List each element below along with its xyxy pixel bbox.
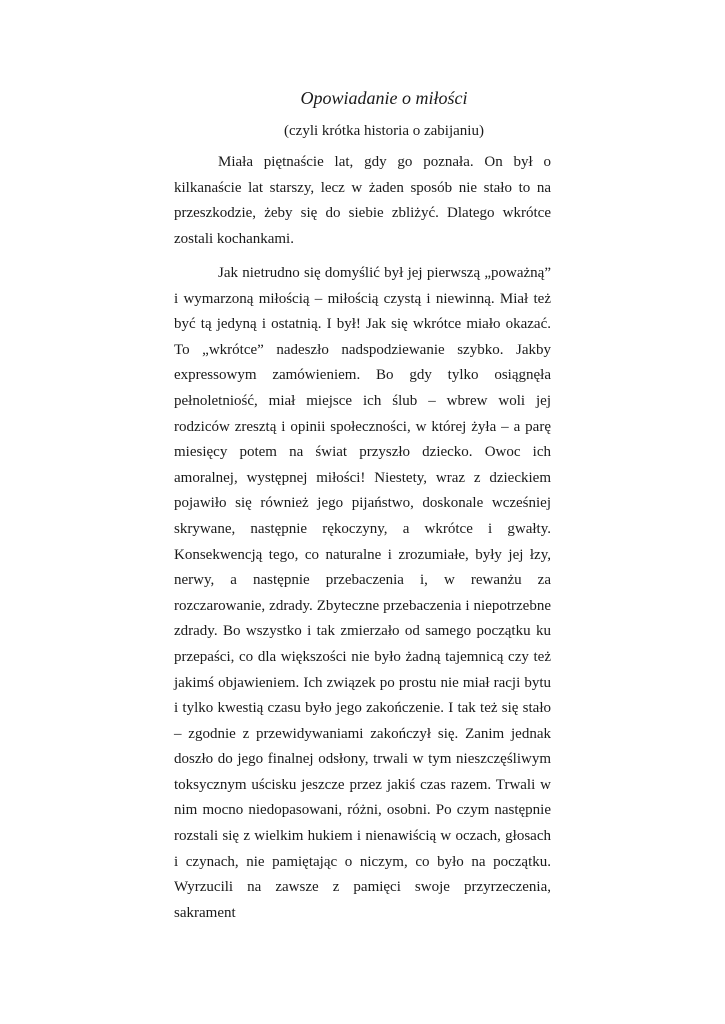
- document-title: Opowiadanie o miłości: [300, 88, 468, 108]
- paragraph-1: Miała piętnaście lat, gdy go poznała. On był o kilkanaście lat starszy, lecz w żaden sposób nie stało to na przeszkodzie, żeby się do siebie zbliżyć. Dlatego wkrótce zostali kochankami.: [174, 154, 551, 247]
- paragraph-2: Jak nietrudno się domyślić był jej pierwszą „poważną” i wymarzoną miłością – miłością czystą i niewinną. Miał też być tą jedyną i ostatnią. I był! Jak się wkrótce miało okazać. To „wkrótce” nadeszło nadspodziewanie szybko. Jakby expressowym zamówieniem. Bo gdy tylko osiągnęła pełnoletniość, miał miejsce ich ślub – wbrew woli jej rodziców zresztą i opinii społeczności, w której żyła – a parę miesięcy potem na świat przyszło dziecko. Owoc ich amoralnej, występnej miłości! Niestety, wraz z dzieckiem pojawiło się również jego pijaństwo, doskonale wcześniej skrywane, następnie rękoczyny, a wkrótce i gwałty. Konsekwencją tego, co naturalne i zrozumiałe, były jej łzy, nerwy, a następnie przebaczenia i, w rewanżu za rozczarowanie, zdrady. Zbyteczne przebaczenia i niepotrzebne zdrady. Bo wszystko i tak zmierzało od samego początku ku przepaści, co dla większości nie było żadną tajemnicą czy też jakimś objawieniem. Ich związek po prostu nie miał racji bytu i tylko kwestią czasu było jego zakończenie. I tak też się stało – zgodnie z przewidywaniami zakończył się. Zanim jednak doszło do jego finalnej odsłony, trwali w tym nieszczęśliwym toksycznym uścisku jeszcze przez jakiś czas razem. Trwali w nim mocno niedopasowani, różni, osobni. Po czym następnie rozstali się z wielkim hukiem i nienawiścią w oczach, głosach i czynach, nie pamiętając o niczym, co było na początku. Wyrzucili na zawsze z pamięci swoje przyrzeczenia, sakrament: [174, 265, 551, 921]
- document-subtitle: (czyli krótka historia o zabijaniu): [284, 123, 484, 139]
